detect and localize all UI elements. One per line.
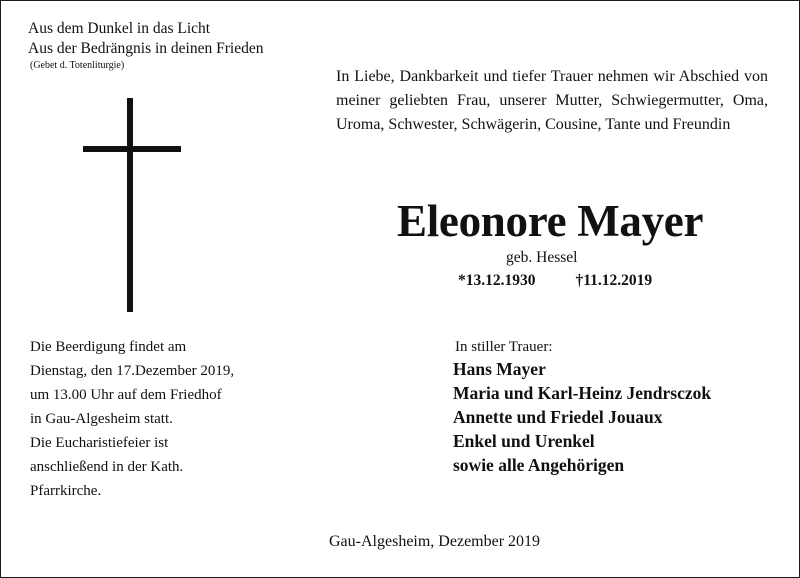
mourner-name: sowie alle Angehörigen [453,455,625,475]
mourner-name: Maria und Karl-Heinz Jendrsczok [453,383,712,403]
maiden-name: geb. Hessel [506,249,578,266]
funeral-info [30,335,270,503]
funeral-line: in Gau-Algesheim statt. [30,411,173,427]
mourners-label: In stiller Trauer: [455,339,553,355]
mourner-name: Annette und Friedel Jouaux [453,407,663,427]
motto-line: Aus dem Dunkel in das Licht [28,20,211,37]
deceased-name: Eleonore Mayer [397,196,704,246]
death-date: †11.12.2019 [575,272,653,289]
funeral-line: Die Beerdigung findet am [30,339,187,355]
funeral-line: um 13.00 Uhr auf dem Friedhof [30,387,222,403]
life-dates [458,271,652,291]
funeral-line: Pfarrkirche. [30,483,102,499]
motto-line: Aus der Bedrängnis in deinen Frieden [28,40,264,57]
funeral-line: Dienstag, den 17.Dezember 2019, [30,363,235,379]
funeral-line: anschließend in der Kath. [30,459,184,475]
cross-horizontal-bar [83,146,181,152]
motto-source: (Gebet d. Totenliturgie) [30,60,125,71]
mourners [453,337,711,477]
funeral-line: Die Eucharistiefeier ist [30,435,169,451]
cross-vertical-bar [127,98,133,312]
motto [28,19,263,73]
birth-date: *13.12.1930 [458,272,536,289]
place-date-footer: Gau-Algesheim, Dezember 2019 [329,533,541,550]
cross-icon [83,98,181,312]
mourner-name: Hans Mayer [453,359,546,379]
intro-text: In Liebe, Dankbarkeit und tiefer Trauer nehmen wir Abschied von meiner geliebten Frau, unserer Mutter, Schwiegermutter, Oma, Uroma, Schwester, Schwägerin, Cousine, Tante und Freundin [336,68,768,133]
mourner-name: Enkel und Urenkel [453,431,595,451]
